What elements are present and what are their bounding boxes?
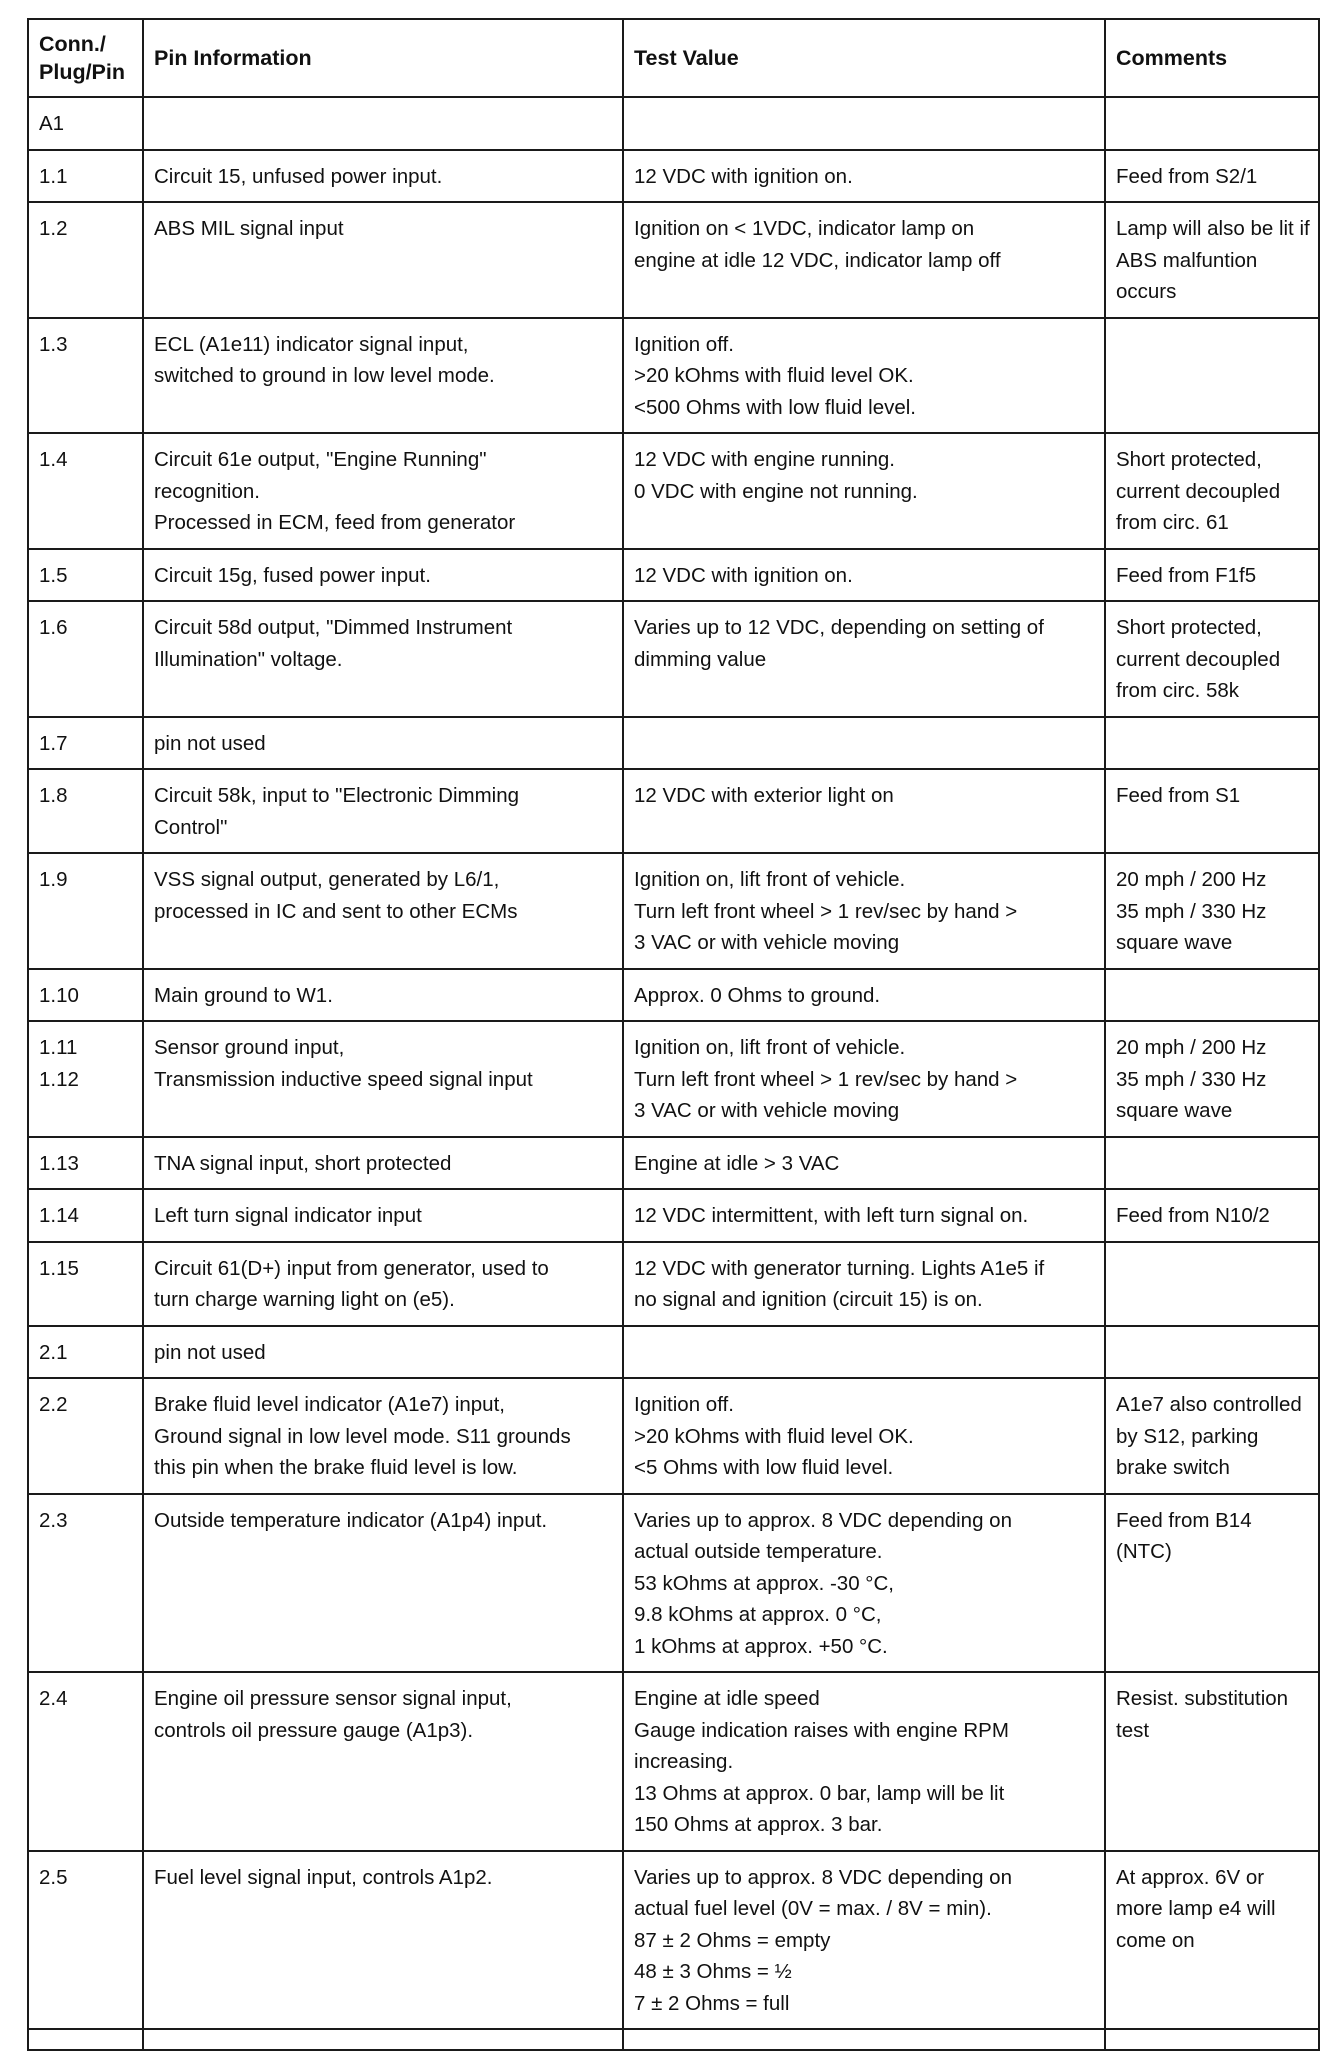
cell-pin-information: Engine oil pressure sensor signal input, controls oil pressure gauge (A1p3). [143,1672,623,1851]
cell-pin: 1.6 [28,601,143,717]
cell-comments [1105,969,1319,1022]
table-row [28,853,1319,969]
cell-pin: 2.1 [28,1326,143,1379]
cell-pin: 1.9 [28,853,143,969]
cell-comments: Feed from N10/2 [1105,1189,1319,1242]
cell-test-value [623,1326,1105,1379]
table-row [28,1378,1319,1494]
cell-test-value: 12 VDC with ignition on. [623,549,1105,602]
cell-test-value: 12 VDC with exterior light on [623,769,1105,853]
cell-pin-information: Main ground to W1. [143,969,623,1022]
cell-test-value [623,97,1105,150]
cell-comments: Short protected, current decoupled from circ. 58k [1105,601,1319,717]
cell-comments: Feed from B14 (NTC) [1105,1494,1319,1673]
header-pin: Conn./ Plug/Pin [28,19,143,97]
header-pin-information: Pin Information [143,19,623,97]
cell-test-value: Ignition on, lift front of vehicle. Turn left front wheel > 1 rev/sec by hand > 3 VAC or with vehicle moving [623,853,1105,969]
table-row [28,769,1319,853]
cell-test-value [623,2029,1105,2050]
cell-pin-information: Outside temperature indicator (A1p4) input. [143,1494,623,1673]
table-row [28,433,1319,549]
table-row [28,1851,1319,2030]
cell-pin-information: Circuit 61e output, "Engine Running" recognition. Processed in ECM, feed from generator [143,433,623,549]
cell-comments: Feed from F1f5 [1105,549,1319,602]
cell-pin: 2.4 [28,1672,143,1851]
cell-test-value: Ignition off. >20 kOhms with fluid level OK. <5 Ohms with low fluid level. [623,1378,1105,1494]
cell-pin: 1.13 [28,1137,143,1190]
cell-pin-information: ECL (A1e11) indicator signal input, switched to ground in low level mode. [143,318,623,434]
cell-comments: At approx. 6V or more lamp e4 will come on [1105,1851,1319,2030]
cell-pin: 2.5 [28,1851,143,2030]
cell-test-value: 12 VDC intermittent, with left turn signal on. [623,1189,1105,1242]
table-row [28,1189,1319,1242]
cell-pin: 2.2 [28,1378,143,1494]
cell-pin-information: pin not used [143,717,623,770]
cell-comments: Lamp will also be lit if ABS malfuntion occurs [1105,202,1319,318]
cell-test-value: 12 VDC with ignition on. [623,150,1105,203]
cell-comments: 20 mph / 200 Hz 35 mph / 330 Hz square wave [1105,1021,1319,1137]
cell-pin: 2.3 [28,1494,143,1673]
cell-pin-information: Circuit 15, unfused power input. [143,150,623,203]
cell-pin-information [143,97,623,150]
pin-information-table [27,18,1320,2051]
cell-comments: Resist. substitution test [1105,1672,1319,1851]
table-row [28,97,1319,150]
cell-pin: 1.4 [28,433,143,549]
table-row [28,150,1319,203]
cell-pin-information: pin not used [143,1326,623,1379]
cell-pin-information: ABS MIL signal input [143,202,623,318]
table-row [28,2029,1319,2050]
table-row [28,1494,1319,1673]
cell-pin: 1.8 [28,769,143,853]
cell-pin-information: Brake fluid level indicator (A1e7) input, Ground signal in low level mode. S11 grounds this pin when the brake fluid level is low. [143,1378,623,1494]
cell-comments: 20 mph / 200 Hz 35 mph / 330 Hz square wave [1105,853,1319,969]
cell-pin-information: Circuit 58d output, "Dimmed Instrument Illumination" voltage. [143,601,623,717]
cell-test-value: Varies up to 12 VDC, depending on setting of dimming value [623,601,1105,717]
cell-comments [1105,318,1319,434]
table-row [28,1326,1319,1379]
table-row [28,601,1319,717]
table-row [28,717,1319,770]
cell-pin [28,2029,143,2050]
cell-comments [1105,2029,1319,2050]
table-row [28,1137,1319,1190]
cell-comments: Feed from S2/1 [1105,150,1319,203]
cell-comments: Short protected, current decoupled from circ. 61 [1105,433,1319,549]
cell-pin: 1.5 [28,549,143,602]
cell-test-value: Engine at idle speed Gauge indication raises with engine RPM increasing. 13 Ohms at approx. 0 bar, lamp will be lit 150 Ohms at approx. 3 bar. [623,1672,1105,1851]
cell-test-value: Engine at idle > 3 VAC [623,1137,1105,1190]
table-row [28,1021,1319,1137]
table-row [28,1672,1319,1851]
header-comments: Comments [1105,19,1319,97]
cell-pin: 1.11 1.12 [28,1021,143,1137]
cell-pin: 1.2 [28,202,143,318]
cell-test-value: Ignition on, lift front of vehicle. Turn left front wheel > 1 rev/sec by hand > 3 VAC or with vehicle moving [623,1021,1105,1137]
cell-test-value: Ignition off. >20 kOhms with fluid level OK. <500 Ohms with low fluid level. [623,318,1105,434]
header-row [28,19,1319,97]
cell-comments: Feed from S1 [1105,769,1319,853]
cell-comments [1105,1326,1319,1379]
cell-pin-information: Sensor ground input, Transmission inductive speed signal input [143,1021,623,1137]
table-row [28,1242,1319,1326]
cell-pin-information: VSS signal output, generated by L6/1, processed in IC and sent to other ECMs [143,853,623,969]
cell-test-value: Approx. 0 Ohms to ground. [623,969,1105,1022]
cell-pin-information: Fuel level signal input, controls A1p2. [143,1851,623,2030]
cell-test-value: 12 VDC with engine running. 0 VDC with engine not running. [623,433,1105,549]
cell-comments: A1e7 also controlled by S12, parking brake switch [1105,1378,1319,1494]
cell-pin-information [143,2029,623,2050]
cell-test-value [623,717,1105,770]
cell-pin-information: Left turn signal indicator input [143,1189,623,1242]
cell-pin: A1 [28,97,143,150]
cell-comments [1105,1137,1319,1190]
cell-pin-information: Circuit 58k, input to "Electronic Dimming Control" [143,769,623,853]
cell-test-value: Ignition on < 1VDC, indicator lamp on engine at idle 12 VDC, indicator lamp off [623,202,1105,318]
cell-pin-information: Circuit 61(D+) input from generator, used to turn charge warning light on (e5). [143,1242,623,1326]
cell-test-value: Varies up to approx. 8 VDC depending on actual fuel level (0V = max. / 8V = min). 87 ± 2 Ohms = empty 48 ± 3 Ohms = ½ 7 ± 2 Ohms = full [623,1851,1105,2030]
cell-comments [1105,1242,1319,1326]
cell-pin-information: Circuit 15g, fused power input. [143,549,623,602]
header-test-value: Test Value [623,19,1105,97]
cell-test-value: 12 VDC with generator turning. Lights A1e5 if no signal and ignition (circuit 15) is on. [623,1242,1105,1326]
table-row [28,202,1319,318]
table-row [28,969,1319,1022]
cell-pin: 1.1 [28,150,143,203]
cell-comments [1105,97,1319,150]
cell-pin: 1.15 [28,1242,143,1326]
table-row [28,549,1319,602]
table-row [28,318,1319,434]
cell-pin: 1.3 [28,318,143,434]
cell-pin: 1.7 [28,717,143,770]
cell-pin: 1.14 [28,1189,143,1242]
cell-test-value: Varies up to approx. 8 VDC depending on actual outside temperature. 53 kOhms at approx. -30 °C, 9.8 kOhms at approx. 0 °C, 1 kOhms at approx. +50 °C. [623,1494,1105,1673]
cell-comments [1105,717,1319,770]
cell-pin: 1.10 [28,969,143,1022]
cell-pin-information: TNA signal input, short protected [143,1137,623,1190]
